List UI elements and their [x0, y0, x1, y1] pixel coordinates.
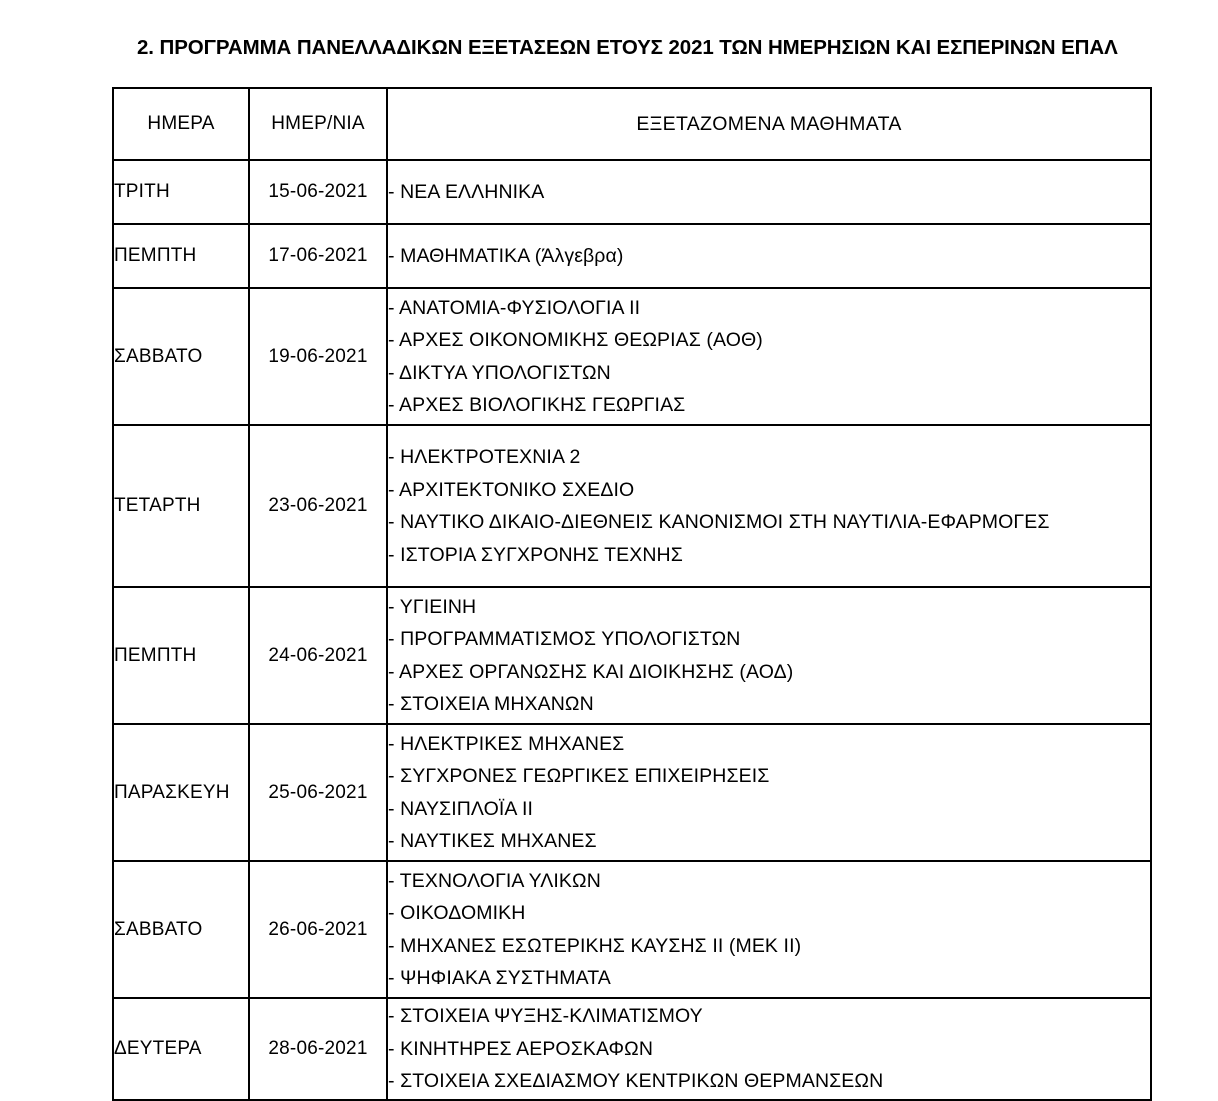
- subject-item: - ΔΙΚΤΥΑ ΥΠΟΛΟΓΙΣΤΩΝ: [388, 361, 611, 384]
- cell-date: 26-06-2021: [249, 861, 387, 998]
- subject-item: - ΠΡΟΓΡΑΜΜΑΤΙΣΜΟΣ ΥΠΟΛΟΓΙΣΤΩΝ: [388, 628, 741, 650]
- subject-item: - ΑΡΧΙΤΕΚΤΟΝΙΚΟ ΣΧΕΔΙΟ: [388, 478, 635, 501]
- cell-date: 23-06-2021: [249, 425, 387, 587]
- cell-day: ΠΕΜΠΤΗ: [113, 224, 249, 288]
- cell-subjects: [387, 587, 1151, 724]
- cell-subjects: [387, 425, 1151, 587]
- column-header-day: ΗΜΕΡΑ: [113, 88, 249, 160]
- page-title: 2. ΠΡΟΓΡΑΜΜΑ ΠΑΝΕΛΛΑΔΙΚΩΝ ΕΞΕΤΑΣΕΩΝ ΕΤΟΥΣ 2021 ΤΩΝ ΗΜΕΡΗΣΙΩΝ ΚΑΙ ΕΣΠΕΡΙΝΩΝ ΕΠΑΛ: [137, 36, 1118, 59]
- cell-date: 19-06-2021: [249, 288, 387, 425]
- subject-item: - ΣΤΟΙΧΕΙΑ ΣΧΕΔΙΑΣΜΟΥ ΚΕΝΤΡΙΚΩΝ ΘΕΡΜΑΝΣΕΩΝ: [388, 1070, 884, 1093]
- subject-item: - ΜΗΧΑΝΕΣ ΕΣΩΤΕΡΙΚΗΣ ΚΑΥΣΗΣ ΙΙ (ΜΕΚ ΙΙ): [388, 934, 802, 957]
- table-row: [113, 861, 1151, 998]
- cell-date: 28-06-2021: [249, 998, 387, 1100]
- subject-item: - ΑΡΧΕΣ ΟΡΓΑΝΩΣΗΣ ΚΑΙ ΔΙΟΙΚΗΣΗΣ (ΑΟΔ): [388, 660, 794, 683]
- subject-item: - ΑΝΑΤΟΜΙΑ-ΦΥΣΙΟΛΟΓΙΑ ΙΙ: [388, 296, 641, 319]
- subject-item: - ΜΑΘΗΜΑΤΙΚΑ (Άλγεβρα): [388, 244, 624, 267]
- subject-item: - ΤΕΧΝΟΛΟΓΙΑ ΥΛΙΚΩΝ: [388, 869, 601, 892]
- cell-day: ΠΕΜΠΤΗ: [113, 587, 249, 724]
- cell-day: ΠΑΡΑΣΚΕΥΗ: [113, 724, 249, 861]
- cell-day: ΣΑΒΒΑΤΟ: [113, 861, 249, 998]
- subject-item: - ΚΙΝΗΤΗΡΕΣ ΑΕΡΟΣΚΑΦΩΝ: [388, 1037, 654, 1060]
- table-row: [113, 160, 1151, 224]
- cell-day: ΣΑΒΒΑΤΟ: [113, 288, 249, 425]
- subject-item: - ΗΛΕΚΤΡΙΚΕΣ ΜΗΧΑΝΕΣ: [388, 732, 625, 755]
- cell-day: ΤΡΙΤΗ: [113, 160, 249, 224]
- table-row: [113, 425, 1151, 587]
- table-row: [113, 587, 1151, 724]
- subject-item: - ΣΤΟΙΧΕΙΑ ΨΥΞΗΣ-ΚΛΙΜΑΤΙΣΜΟΥ: [388, 1005, 703, 1028]
- subject-item: - ΥΓΙΕΙΝΗ: [388, 595, 477, 618]
- exam-schedule-table: [112, 87, 1152, 1101]
- table-row: [113, 288, 1151, 425]
- cell-date: 24-06-2021: [249, 587, 387, 724]
- cell-day: ΤΕΤΑΡΤΗ: [113, 425, 249, 587]
- table-row: [113, 998, 1151, 1100]
- table-header-row: [113, 88, 1151, 160]
- table-row: [113, 224, 1151, 288]
- cell-subjects: [387, 724, 1151, 861]
- table-row: [113, 724, 1151, 861]
- cell-date: 25-06-2021: [249, 724, 387, 861]
- cell-subjects: [387, 224, 1151, 288]
- subject-item: - ΝΑΥΤΙΚΕΣ ΜΗΧΑΝΕΣ: [388, 830, 597, 852]
- cell-subjects: [387, 288, 1151, 425]
- cell-subjects: [387, 861, 1151, 998]
- subject-item: - ΗΛΕΚΤΡΟΤΕΧΝΙΑ 2: [388, 446, 581, 468]
- subject-item: - ΨΗΦΙΑΚΑ ΣΥΣΤΗΜΑΤΑ: [388, 967, 611, 989]
- cell-day: ΔΕΥΤΕΡΑ: [113, 998, 249, 1100]
- subject-item: - ΙΣΤΟΡΙΑ ΣΥΓΧΡΟΝΗΣ ΤΕΧΝΗΣ: [388, 543, 683, 566]
- subject-item: - ΟΙΚΟΔΟΜΙΚΗ: [388, 902, 526, 924]
- subject-item: - ΝΑΥΤΙΚΟ ΔΙΚΑΙΟ-ΔΙΕΘΝΕΙΣ ΚΑΝΟΝΙΣΜΟΙ ΣΤΗ ΝΑΥΤΙΛΙΑ-ΕΦΑΡΜΟΓΕΣ: [388, 511, 1050, 533]
- subject-item: - ΣΥΓΧΡΟΝΕΣ ΓΕΩΡΓΙΚΕΣ ΕΠΙΧΕΙΡΗΣΕΙΣ: [388, 765, 770, 787]
- column-header-date: ΗΜΕΡ/ΝΙΑ: [249, 88, 387, 160]
- cell-subjects: [387, 160, 1151, 224]
- subject-item: - ΑΡΧΕΣ ΟΙΚΟΝΟΜΙΚΗΣ ΘΕΩΡΙΑΣ (ΑΟΘ): [388, 329, 763, 351]
- subject-item: - ΑΡΧΕΣ ΒΙΟΛΟΓΙΚΗΣ ΓΕΩΡΓΙΑΣ: [388, 394, 686, 416]
- subject-item: - ΣΤΟΙΧΕΙΑ ΜΗΧΑΝΩΝ: [388, 693, 594, 715]
- cell-date: 17-06-2021: [249, 224, 387, 288]
- subject-item: - ΝΑΥΣΙΠΛΟΪΑ ΙΙ: [388, 797, 533, 820]
- cell-subjects: [387, 998, 1151, 1100]
- column-header-subjects: ΕΞΕΤΑΖΟΜΕΝΑ ΜΑΘΗΜΑΤΑ: [387, 88, 1151, 160]
- cell-date: 15-06-2021: [249, 160, 387, 224]
- subject-item: - ΝΕΑ ΕΛΛΗΝΙΚΑ: [388, 180, 545, 203]
